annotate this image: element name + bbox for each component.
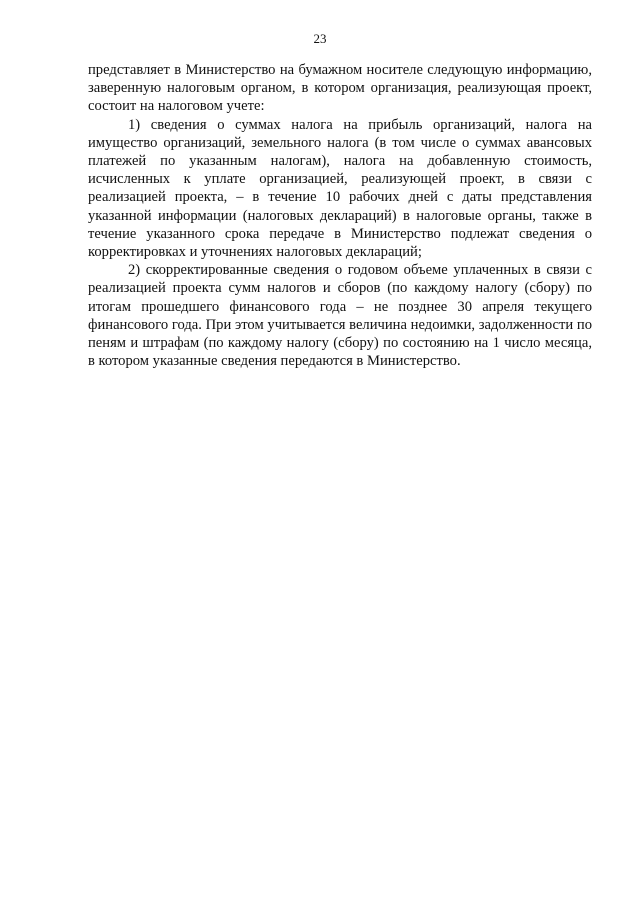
document-body [88, 61, 592, 370]
paragraph-item-2: 2) скорректированные сведения о годовом объеме уплаченных в связи с реализацией проекта сумм налогов и сборов (по каждому налогу (сбору) по итогам прошедшего финансового года – не позднее 30 апреля текущего финансового года. При этом учитывается величина недоимки, задолженности по пеням и штрафам (по каждому налогу (сбору) по состоянию на 1 число месяца, в котором указанные сведения передаются в Министерство. [88, 262, 592, 370]
paragraph-intro: представляет в Министерство на бумажном носителе следующую информацию, заверенную налоговым органом, в котором организация, реализующая проект, состоит на налоговом учете: [88, 62, 592, 115]
paragraph-item-1: 1) сведения о суммах налога на прибыль организаций, налога на имущество организаций, земельного налога (в том числе о суммах авансовых платежей по указанным налогам), налога на добавленную стоимость, исчисленных к уплате организацией, реализующей проект, в связи с реализацией проекта, – в течение 10 рабочих дней с даты представления указанной информации (налоговых деклараций) в налоговые органы, также в течение указанного срока передаче в Министерство подлежат сведения о корректировках и уточнениях налоговых деклараций; [88, 116, 592, 261]
page-number: 23 [313, 31, 327, 46]
